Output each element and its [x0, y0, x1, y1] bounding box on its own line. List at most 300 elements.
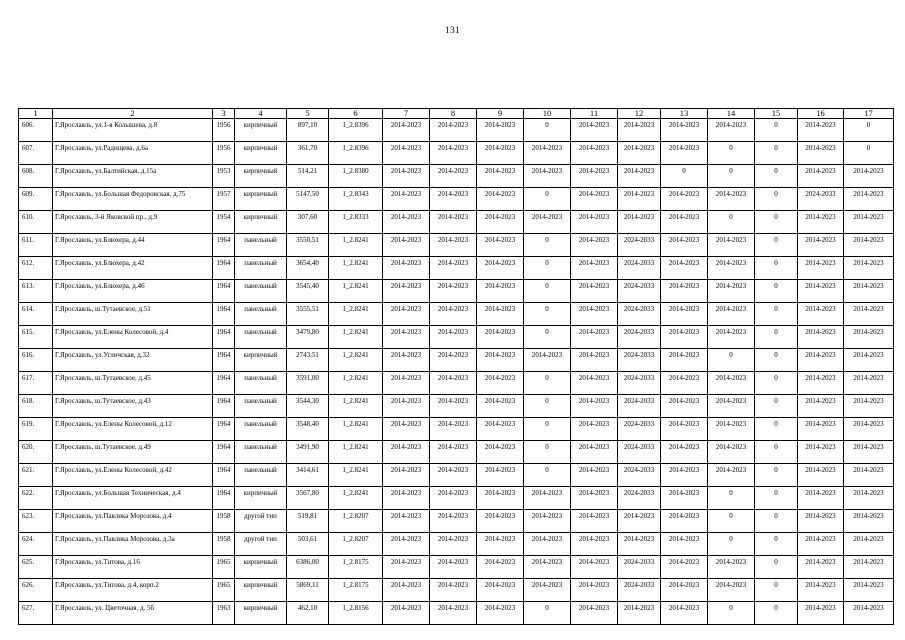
- table-cell: панельный: [235, 303, 287, 326]
- table-cell: 2014-2023: [708, 119, 755, 142]
- table-cell: 2014-2023: [661, 487, 708, 510]
- table-cell: 2014-2023: [618, 142, 661, 165]
- table-cell: 2024-2033: [618, 556, 661, 579]
- table-cell: 0: [708, 165, 755, 188]
- table-cell: 1954: [213, 211, 235, 234]
- table-row: [19, 234, 894, 257]
- table-cell: 0: [524, 464, 571, 487]
- table-cell: 2014-2023: [661, 119, 708, 142]
- column-header: 14: [708, 109, 755, 119]
- table-cell: 0: [755, 349, 798, 372]
- table-cell: 2014-2023: [571, 602, 618, 625]
- table-cell: 2014-2023: [798, 165, 844, 188]
- table-cell: 2014-2023: [708, 257, 755, 280]
- table-cell: 2014-2023: [430, 556, 477, 579]
- table-cell: 3548,40: [287, 418, 329, 441]
- table-cell: 615.: [19, 326, 53, 349]
- table-cell: 1_2.8241: [329, 349, 383, 372]
- table-cell: 0: [524, 119, 571, 142]
- table-cell: 2014-2023: [383, 119, 430, 142]
- table-cell: 0: [844, 142, 894, 165]
- table-cell: 1_2.8241: [329, 303, 383, 326]
- table-cell: 2014-2023: [383, 349, 430, 372]
- table-cell: 2014-2023: [798, 234, 844, 257]
- table-cell: кирпичный: [235, 165, 287, 188]
- table-cell: 0: [755, 211, 798, 234]
- table-cell: 2014-2023: [661, 602, 708, 625]
- table-cell: кирпичный: [235, 579, 287, 602]
- table-cell: 623.: [19, 510, 53, 533]
- table-cell: 0: [708, 142, 755, 165]
- table-cell: 2014-2023: [430, 418, 477, 441]
- table-cell: 0: [661, 165, 708, 188]
- table-cell: 618.: [19, 395, 53, 418]
- table-cell: 2024-2033: [618, 234, 661, 257]
- table-cell: Г.Ярославль, ул.Большая Федоровская, д.75: [53, 188, 213, 211]
- table-cell: 2014-2023: [661, 579, 708, 602]
- table-cell: 2014-2023: [844, 188, 894, 211]
- table-cell: 612.: [19, 257, 53, 280]
- table-cell: 503,61: [287, 533, 329, 556]
- table-row: [19, 257, 894, 280]
- table-cell: 0: [755, 556, 798, 579]
- table-cell: 1957: [213, 188, 235, 211]
- table-cell: 2014-2023: [844, 303, 894, 326]
- table-cell: 616.: [19, 349, 53, 372]
- table-cell: 2014-2023: [618, 510, 661, 533]
- table-cell: 2014-2023: [430, 579, 477, 602]
- table-cell: 2014-2023: [383, 533, 430, 556]
- table-cell: 2014-2023: [708, 303, 755, 326]
- table-cell: 609.: [19, 188, 53, 211]
- table-cell: 1964: [213, 326, 235, 349]
- table-cell: 2014-2023: [844, 487, 894, 510]
- table-cell: Г.Ярославль, ул.Титова, д.4, корп.2: [53, 579, 213, 602]
- table-cell: 2014-2023: [383, 510, 430, 533]
- table-cell: 1_2.8175: [329, 556, 383, 579]
- table-cell: 2014-2023: [661, 349, 708, 372]
- table-cell: 2014-2023: [661, 372, 708, 395]
- table-cell: 2014-2023: [477, 372, 524, 395]
- table-cell: 2014-2023: [661, 326, 708, 349]
- table-cell: 2014-2023: [571, 464, 618, 487]
- table-cell: 2014-2023: [430, 257, 477, 280]
- table-row: [19, 533, 894, 556]
- table-cell: 0: [755, 441, 798, 464]
- table-cell: Г.Ярославль, ул.Блюхера, д.42: [53, 257, 213, 280]
- table-cell: 2014-2023: [708, 372, 755, 395]
- table-cell: 2014-2023: [661, 257, 708, 280]
- table-cell: Г.Ярославль, ш.Тутаевское, д.45: [53, 372, 213, 395]
- table-cell: 620.: [19, 441, 53, 464]
- table-cell: 2024-2033: [618, 395, 661, 418]
- table-cell: 1_2.8241: [329, 487, 383, 510]
- table-cell: панельный: [235, 464, 287, 487]
- table-cell: 2014-2023: [430, 602, 477, 625]
- table-cell: 2014-2023: [844, 395, 894, 418]
- table-cell: 1963: [213, 602, 235, 625]
- table-cell: 3654,40: [287, 257, 329, 280]
- table-cell: 2014-2023: [524, 579, 571, 602]
- table-cell: 2014-2023: [383, 188, 430, 211]
- table-cell: 0: [755, 119, 798, 142]
- table-cell: 2014-2023: [430, 188, 477, 211]
- table-cell: 0: [524, 602, 571, 625]
- table-cell: Г.Ярославль, ул.Титова, д.16: [53, 556, 213, 579]
- table-cell: 1953: [213, 165, 235, 188]
- table-cell: 1_2.8241: [329, 441, 383, 464]
- table-cell: 2014-2023: [383, 372, 430, 395]
- table-row: [19, 372, 894, 395]
- table-cell: 0: [844, 119, 894, 142]
- table-cell: 617.: [19, 372, 53, 395]
- table-cell: 2014-2023: [383, 211, 430, 234]
- table-cell: 1_2.8396: [329, 119, 383, 142]
- table-cell: 613.: [19, 280, 53, 303]
- table-cell: 3591,00: [287, 372, 329, 395]
- table-cell: 2014-2023: [383, 441, 430, 464]
- table-cell: 2014-2023: [661, 441, 708, 464]
- table-cell: 2014-2023: [383, 579, 430, 602]
- column-header: 10: [524, 109, 571, 119]
- table-cell: 3545,40: [287, 280, 329, 303]
- table-cell: 610.: [19, 211, 53, 234]
- column-header: 7: [383, 109, 430, 119]
- table-cell: 2014-2023: [661, 533, 708, 556]
- table-cell: 2014-2023: [477, 142, 524, 165]
- table-cell: 2014-2023: [571, 119, 618, 142]
- table-cell: 2014-2023: [618, 211, 661, 234]
- table-cell: 1_2.8396: [329, 142, 383, 165]
- table-cell: 2014-2023: [661, 188, 708, 211]
- table-cell: Г.Ярославль, ул.Елены Колесовой, д.12: [53, 418, 213, 441]
- table-cell: 2014-2023: [571, 579, 618, 602]
- table-cell: панельный: [235, 257, 287, 280]
- table-cell: кирпичный: [235, 349, 287, 372]
- table-cell: Г.Ярославль, ул.Елены Колесовой, д.4: [53, 326, 213, 349]
- column-header: 9: [477, 109, 524, 119]
- table-cell: 0: [755, 487, 798, 510]
- table-cell: 2014-2023: [708, 326, 755, 349]
- table-cell: 2014-2023: [844, 257, 894, 280]
- table-cell: 2014-2023: [798, 326, 844, 349]
- table-cell: 2014-2023: [383, 602, 430, 625]
- table-cell: 2014-2023: [383, 556, 430, 579]
- table-cell: 2014-2023: [798, 533, 844, 556]
- column-header: 15: [755, 109, 798, 119]
- table-cell: 2014-2023: [844, 441, 894, 464]
- table-cell: 614.: [19, 303, 53, 326]
- table-cell: 2014-2023: [844, 372, 894, 395]
- table-cell: кирпичный: [235, 487, 287, 510]
- table-cell: 2024-2033: [618, 257, 661, 280]
- table-cell: 2014-2023: [524, 533, 571, 556]
- table-cell: кирпичный: [235, 142, 287, 165]
- table-row: [19, 326, 894, 349]
- table-cell: 1964: [213, 418, 235, 441]
- table-cell: 0: [755, 372, 798, 395]
- table-cell: 2014-2023: [524, 142, 571, 165]
- table-cell: 1_2.8380: [329, 165, 383, 188]
- table-cell: 2014-2023: [571, 395, 618, 418]
- table-cell: кирпичный: [235, 556, 287, 579]
- table-row: [19, 165, 894, 188]
- table-cell: 3414,61: [287, 464, 329, 487]
- table-cell: 1_2.8207: [329, 533, 383, 556]
- table-row: [19, 441, 894, 464]
- table-cell: 0: [524, 372, 571, 395]
- table-cell: 2014-2023: [571, 234, 618, 257]
- table-cell: 2014-2023: [524, 165, 571, 188]
- table-cell: Г.Ярославль, ул.Угличская, д.32: [53, 349, 213, 372]
- table-cell: 0: [524, 234, 571, 257]
- table-cell: 2024-2033: [618, 579, 661, 602]
- column-header: 16: [798, 109, 844, 119]
- table-cell: Г.Ярославль, ул.Павлика Морозова, д.3а: [53, 533, 213, 556]
- table-cell: 0: [755, 326, 798, 349]
- table-cell: 2014-2023: [430, 372, 477, 395]
- table-cell: 1_2.8175: [329, 579, 383, 602]
- table-cell: 2024-2033: [618, 487, 661, 510]
- table-cell: Г.Ярославль, ул. Цветочная, д. 5б: [53, 602, 213, 625]
- table-cell: 2014-2023: [430, 119, 477, 142]
- table-cell: 2014-2023: [708, 395, 755, 418]
- table-cell: 0: [755, 602, 798, 625]
- table-cell: 2014-2023: [524, 487, 571, 510]
- table-cell: 1_2.8241: [329, 418, 383, 441]
- table-cell: 1_2.8241: [329, 280, 383, 303]
- table-cell: 0: [524, 257, 571, 280]
- table-cell: 626.: [19, 579, 53, 602]
- table-cell: 0: [524, 395, 571, 418]
- table-cell: 2014-2023: [477, 441, 524, 464]
- table-cell: 0: [755, 464, 798, 487]
- table-cell: 608.: [19, 165, 53, 188]
- column-header: 11: [571, 109, 618, 119]
- table-cell: 2014-2023: [430, 395, 477, 418]
- table-cell: 624.: [19, 533, 53, 556]
- table-cell: 2014-2023: [661, 280, 708, 303]
- column-header: 6: [329, 109, 383, 119]
- table-cell: 0: [708, 602, 755, 625]
- table-cell: Г.Ярославль, ул.Радищева, д.6а: [53, 142, 213, 165]
- table-cell: 2014-2023: [477, 211, 524, 234]
- table-cell: 1958: [213, 533, 235, 556]
- table-cell: 1_2.8241: [329, 395, 383, 418]
- table-row: [19, 602, 894, 625]
- table-cell: 5869,11: [287, 579, 329, 602]
- table-cell: 2014-2023: [477, 487, 524, 510]
- table-cell: 1_2.8241: [329, 372, 383, 395]
- table-row: [19, 119, 894, 142]
- table-cell: 2014-2023: [383, 165, 430, 188]
- table-cell: панельный: [235, 326, 287, 349]
- table-cell: 5147,50: [287, 188, 329, 211]
- table-cell: Г.Ярославль, ул.1-я Колышева, д.8: [53, 119, 213, 142]
- table-cell: 0: [755, 234, 798, 257]
- table-cell: 1964: [213, 303, 235, 326]
- table-cell: 2014-2023: [844, 280, 894, 303]
- table-cell: 2014-2023: [661, 303, 708, 326]
- table-cell: 0: [708, 533, 755, 556]
- table-cell: 2014-2023: [430, 234, 477, 257]
- table-cell: 2014-2023: [477, 165, 524, 188]
- table-cell: 2014-2023: [524, 349, 571, 372]
- table-cell: 2014-2023: [661, 395, 708, 418]
- table-cell: 2014-2023: [571, 257, 618, 280]
- table-cell: 2014-2023: [477, 395, 524, 418]
- table-cell: 514,21: [287, 165, 329, 188]
- table-cell: 2014-2023: [383, 487, 430, 510]
- table-cell: 1964: [213, 464, 235, 487]
- table-cell: панельный: [235, 372, 287, 395]
- table-cell: 2014-2023: [430, 280, 477, 303]
- table-cell: 1_2.8241: [329, 464, 383, 487]
- table-cell: 2014-2023: [571, 556, 618, 579]
- table-cell: 2743,51: [287, 349, 329, 372]
- table-cell: 2024-2033: [618, 349, 661, 372]
- table-cell: 2014-2023: [708, 464, 755, 487]
- table-cell: панельный: [235, 280, 287, 303]
- table-cell: 0: [524, 188, 571, 211]
- table-cell: 2014-2023: [844, 165, 894, 188]
- page-number: 131: [444, 26, 461, 36]
- table-cell: Г.Ярославль, ул.Балтийская, д.15а: [53, 165, 213, 188]
- table-row: [19, 395, 894, 418]
- table-cell: 606.: [19, 119, 53, 142]
- table-cell: 2014-2023: [430, 165, 477, 188]
- table-cell: кирпичный: [235, 119, 287, 142]
- table-cell: 0: [755, 257, 798, 280]
- table-cell: другой тип: [235, 533, 287, 556]
- table-row: [19, 464, 894, 487]
- table-cell: 2014-2023: [477, 257, 524, 280]
- table-cell: 2014-2023: [798, 257, 844, 280]
- table-cell: 2014-2023: [618, 533, 661, 556]
- table-cell: 0: [708, 487, 755, 510]
- table-cell: 2014-2023: [571, 142, 618, 165]
- table-cell: 2014-2023: [477, 533, 524, 556]
- table-cell: 3544,30: [287, 395, 329, 418]
- table-cell: 627.: [19, 602, 53, 625]
- table-row: [19, 556, 894, 579]
- table-cell: 2014-2023: [798, 119, 844, 142]
- table-cell: 625.: [19, 556, 53, 579]
- column-header: 1: [19, 109, 53, 119]
- table-cell: 2014-2023: [430, 142, 477, 165]
- table-cell: 2014-2023: [844, 211, 894, 234]
- table-cell: 0: [755, 280, 798, 303]
- column-header: 3: [213, 109, 235, 119]
- column-header: 17: [844, 109, 894, 119]
- table-cell: 2014-2023: [383, 257, 430, 280]
- table-row: [19, 418, 894, 441]
- table-cell: 2014-2023: [477, 602, 524, 625]
- table-row: [19, 280, 894, 303]
- table-cell: 1964: [213, 280, 235, 303]
- table-cell: Г.Ярославль, ул.Блюхера, д.44: [53, 234, 213, 257]
- table-cell: Г.Ярославль, ул.Павлика Морозова, д.4: [53, 510, 213, 533]
- table-cell: 0: [755, 142, 798, 165]
- table-cell: 2014-2023: [618, 602, 661, 625]
- table-cell: 2014-2023: [430, 441, 477, 464]
- table-cell: 2014-2023: [844, 579, 894, 602]
- table-cell: 1964: [213, 349, 235, 372]
- table-cell: панельный: [235, 418, 287, 441]
- table-cell: 2014-2023: [571, 211, 618, 234]
- table-cell: 621.: [19, 464, 53, 487]
- table-cell: 1965: [213, 579, 235, 602]
- table-cell: 2014-2023: [708, 418, 755, 441]
- table-cell: 462,10: [287, 602, 329, 625]
- table-cell: 2014-2023: [661, 142, 708, 165]
- table-cell: 1_2.8241: [329, 326, 383, 349]
- table-cell: панельный: [235, 395, 287, 418]
- table-cell: 2014-2023: [571, 303, 618, 326]
- table-cell: 2014-2023: [661, 211, 708, 234]
- table-cell: 2014-2023: [571, 418, 618, 441]
- table-cell: Г.Ярославль, ул.Большая Техническая, д.4: [53, 487, 213, 510]
- table-cell: 2014-2023: [430, 487, 477, 510]
- table-cell: 2014-2023: [477, 418, 524, 441]
- table-row: [19, 487, 894, 510]
- table-cell: 0: [755, 533, 798, 556]
- table-cell: 2014-2023: [798, 372, 844, 395]
- table-cell: 897,10: [287, 119, 329, 142]
- table-cell: 1956: [213, 142, 235, 165]
- table-cell: 2014-2023: [708, 556, 755, 579]
- table-cell: Г.Ярославль, ул.Блюхера, д.46: [53, 280, 213, 303]
- table-cell: 0: [708, 510, 755, 533]
- table-cell: Г.Ярославль, 3-й Яковской пр., д.9: [53, 211, 213, 234]
- column-header: 12: [618, 109, 661, 119]
- table-cell: 622.: [19, 487, 53, 510]
- table-cell: 619.: [19, 418, 53, 441]
- table-cell: 0: [755, 165, 798, 188]
- table-cell: 0: [755, 418, 798, 441]
- table-cell: 3555,51: [287, 303, 329, 326]
- table-cell: Г.Ярославль, ул.Елены Колесовой, д.42: [53, 464, 213, 487]
- table-cell: 0: [755, 395, 798, 418]
- table-cell: 2014-2023: [798, 280, 844, 303]
- table-cell: кирпичный: [235, 188, 287, 211]
- table-cell: 2014-2023: [708, 441, 755, 464]
- table-cell: 2014-2023: [798, 395, 844, 418]
- table-cell: 2014-2023: [477, 280, 524, 303]
- table-cell: 2014-2023: [477, 119, 524, 142]
- column-header: 13: [661, 109, 708, 119]
- table-cell: 2014-2023: [571, 280, 618, 303]
- table-cell: 2014-2023: [571, 326, 618, 349]
- table-cell: 1964: [213, 395, 235, 418]
- table-cell: 2014-2023: [708, 188, 755, 211]
- table-row: [19, 142, 894, 165]
- table-cell: 2014-2023: [430, 326, 477, 349]
- table-cell: 2014-2023: [571, 165, 618, 188]
- table-cell: 0: [755, 579, 798, 602]
- table-cell: 1964: [213, 487, 235, 510]
- table-cell: 2014-2023: [477, 188, 524, 211]
- table-cell: 2014-2023: [477, 510, 524, 533]
- table-cell: 361,70: [287, 142, 329, 165]
- table-cell: 2014-2023: [571, 349, 618, 372]
- table-cell: 1_2.8156: [329, 602, 383, 625]
- table-cell: 2024-2033: [618, 280, 661, 303]
- table-cell: 2014-2023: [798, 487, 844, 510]
- table-cell: 2014-2023: [618, 188, 661, 211]
- table-cell: другой тип: [235, 510, 287, 533]
- table-cell: панельный: [235, 234, 287, 257]
